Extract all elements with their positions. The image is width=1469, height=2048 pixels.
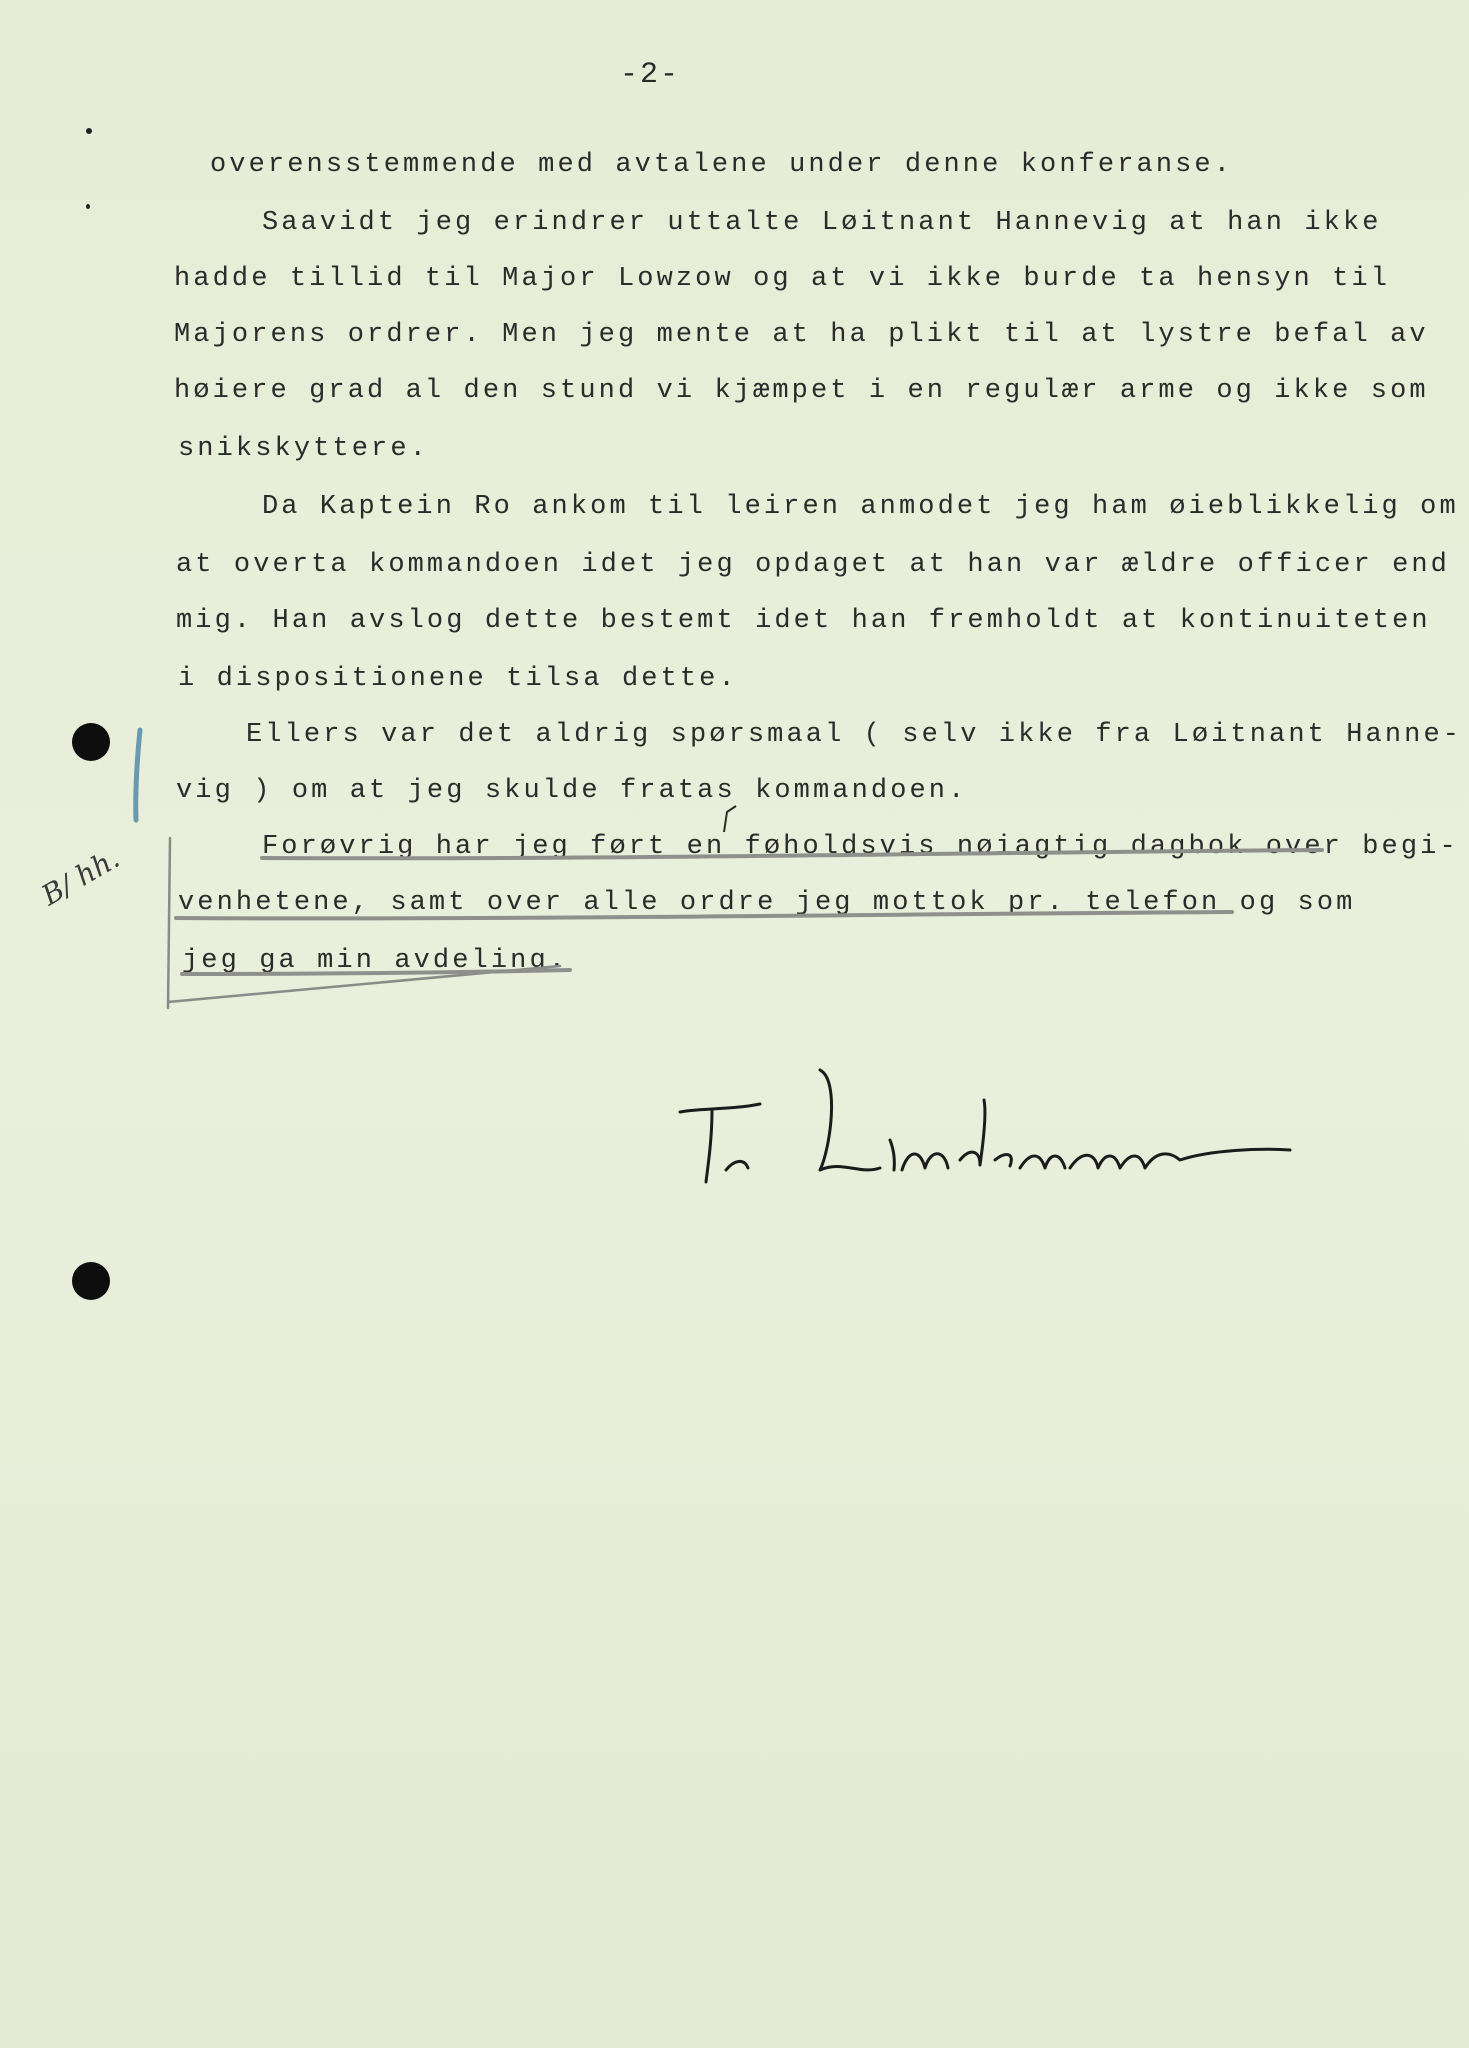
insertion-caret xyxy=(724,806,736,832)
body-line-4: Majorens ordrer. Men jeg mente at ha plikt til at lystre befal av xyxy=(174,320,1429,350)
page-number: -2- xyxy=(619,58,680,92)
body-line-7: Da Kaptein Ro ankom til leiren anmodet jeg ham øieblikkelig om xyxy=(262,492,1459,522)
pencil-underline-1 xyxy=(262,850,1322,858)
body-line-3: hadde tillid til Major Lowzow og at vi ikke burde ta hensyn til xyxy=(174,264,1391,294)
body-line-8: at overta kommandoen idet jeg opdaget at han var ældre officer end xyxy=(176,550,1450,580)
body-line-12: vig ) om at jeg skulde fratas kommandoen. xyxy=(176,776,968,806)
pencil-underline-3 xyxy=(182,970,570,974)
body-line-9: mig. Han avslog dette bestemt idet han fremholdt at kontinuiteten xyxy=(176,606,1431,636)
margin-note xyxy=(35,842,125,913)
body-line-11: Ellers var det aldrig spørsmaal ( selv ikke fra Løitnant Hanne- xyxy=(246,720,1463,750)
body-line-10: i dispositionene tilsa dette. xyxy=(178,664,738,694)
pencil-bracket xyxy=(168,838,560,1008)
blue-margin-mark xyxy=(136,730,140,820)
signature-stroke xyxy=(680,1070,1290,1182)
body-line-1: overensstemmende med avtalene under denne konferanse. xyxy=(210,150,1234,180)
svg-text:B/ hh.: B/ hh. xyxy=(36,841,126,913)
body-line-15: jeg ga min avdeling. xyxy=(182,946,569,976)
body-line-6: snikskyttere. xyxy=(178,434,429,464)
body-line-5: høiere grad al den stund vi kjæmpet i en regulær arme og ikke som xyxy=(174,376,1429,406)
body-line-13: Forøvrig har jeg ført en føholdsvis nøiagtig dagbok over begi- xyxy=(262,832,1459,862)
pencil-underline-2 xyxy=(176,912,1232,918)
body-line-14: venhetene, samt over alle ordre jeg mottok pr. telefon og som xyxy=(178,888,1356,918)
body-line-2: Saavidt jeg erindrer uttalte Løitnant Hannevig at han ikke xyxy=(262,208,1382,238)
